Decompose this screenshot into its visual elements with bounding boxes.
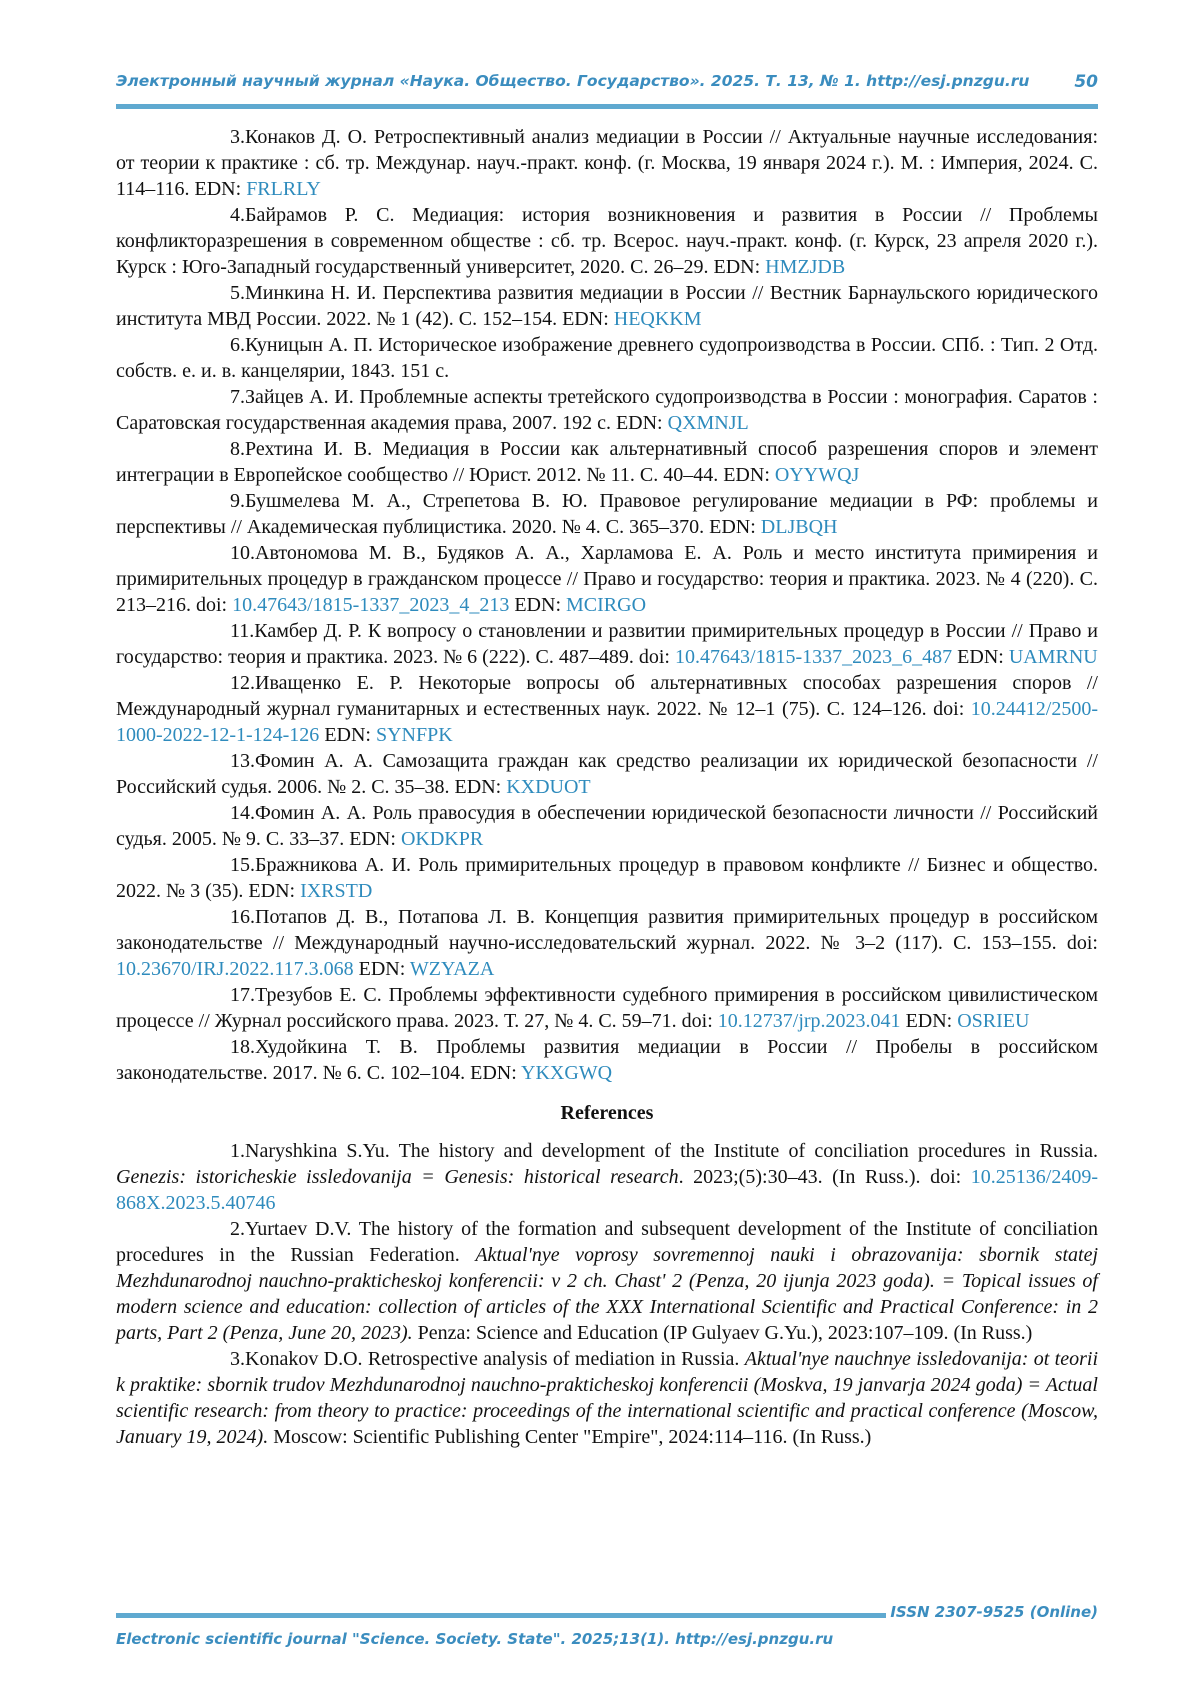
edn-link[interactable]: OSRIEU <box>957 1010 1030 1032</box>
reference-item <box>116 852 1098 904</box>
reference-number: 7. <box>230 386 245 408</box>
edn-label: EDN: <box>952 646 1009 668</box>
reference-item <box>116 1034 1098 1086</box>
reference-number: 12. <box>230 672 255 694</box>
edn-link[interactable]: HMZJDB <box>765 256 846 278</box>
page-number: 50 <box>1074 72 1098 92</box>
reference-number: 11. <box>230 620 255 642</box>
reference-item <box>116 982 1098 1034</box>
references-heading: References <box>560 1102 654 1124</box>
reference-number: 3. <box>230 1348 245 1370</box>
reference-text: Байрамов Р. С. Медиация: история возникновения и развития в России // Проблемы конфликторазрешения в современном обществе : сб. тр. Всерос. науч.-практ. конф. (г. Курск, 23 апреля 2020 г.). Курск : Юго-Западный государственный университет, 2020. С. 26–29. EDN: <box>116 204 1098 278</box>
reference-number: 2. <box>230 1218 245 1240</box>
reference-number: 13. <box>230 750 255 772</box>
reference-number: 8. <box>230 438 245 460</box>
edn-link[interactable]: FRLRLY <box>246 178 321 200</box>
reference-item <box>116 800 1098 852</box>
reference-item <box>116 748 1098 800</box>
edn-label: EDN: <box>353 958 410 980</box>
reference-number: 16. <box>230 906 255 928</box>
reference-text: Фомин А. А. Самозащита граждан как средство реализации их юридической безопасности // Российский судья. 2006. № 2. С. 35–38. EDN: <box>116 750 1098 798</box>
reference-item <box>116 1346 1098 1450</box>
reference-text: Фомин А. А. Роль правосудия в обеспечении юридической безопасности личности // Российский судья. 2005. № 9. С. 33–37. EDN: <box>116 802 1098 850</box>
reference-item <box>116 436 1098 488</box>
reference-text: Потапов Д. В., Потапова Л. В. Концепция развития примирительных процедур в российском законодательстве // Международный научно-исследовательский журнал. 2022. № 3–2 (117). С. 153–155. doi: <box>116 906 1098 954</box>
reference-text: Рехтина И. В. Медиация в России как альтернативный способ разрешения споров и элемент интеграции в Европейское сообщество // Юрист. 2012. № 11. С. 40–44. EDN: <box>116 438 1098 486</box>
reference-authors-title: Yurtaev D.V. The history of the formation and subsequent development of the Institute of conciliation procedures in the Russian Federation. <box>116 1218 1098 1266</box>
reference-number: 18. <box>230 1036 255 1058</box>
doi-link[interactable]: 10.24412/2500-1000-2022-12-1-124-126 <box>116 698 1098 746</box>
reference-item <box>116 280 1098 332</box>
doi-link[interactable]: 10.47643/1815-1337_2023_4_213 <box>232 594 510 616</box>
doi-link[interactable]: 10.47643/1815-1337_2023_6_487 <box>674 646 953 668</box>
reference-text: Конаков Д. О. Ретроспективный анализ медиации в России // Актуальные научные исследования: от теории к практике : сб. тр. Междунар. науч.-практ. конф. (г. Москва, 19 января 2024 г.). М. : Империя, 2024. С. 114–116. EDN: <box>116 126 1098 200</box>
reference-item <box>116 670 1098 748</box>
reference-item <box>116 1138 1098 1216</box>
reference-number: 15. <box>230 854 255 876</box>
reference-number: 3. <box>230 126 245 148</box>
reference-item <box>116 1216 1098 1346</box>
reference-number: 4. <box>230 204 245 226</box>
edn-link[interactable]: KXDUOT <box>506 776 591 798</box>
reference-item <box>116 202 1098 280</box>
doi-link[interactable]: 10.23670/IRJ.2022.117.3.068 <box>116 958 354 980</box>
reference-number: 14. <box>230 802 255 824</box>
reference-source: Genezis: istoricheskie issledovanija = Genesis: historical research <box>116 1166 679 1188</box>
edn-link[interactable]: YKXGWQ <box>521 1062 613 1084</box>
edn-link[interactable]: OKDKPR <box>400 828 484 850</box>
edn-link[interactable]: WZYAZA <box>409 958 495 980</box>
edn-link[interactable]: MCIRGO <box>566 594 647 616</box>
edn-label: EDN: <box>900 1010 958 1032</box>
reference-source: Aktual'nye voprosy sovremennoj nauki i obrazovanija: sbornik statej Mezhdunarodnoj nauchno-prakticheskoj konferencii: v 2 ch. Chast' 2 (Penza, 20 ijunja 2023 goda). = Topical issues of modern science and education: collection of articles of the XXX International Scientific and Practical Conference: in 2 parts, Part 2 (Penza, June 20, 2023). <box>116 1244 1098 1344</box>
reference-text: Куницын А. П. Историческое изображение древнего судопроизводства в России. СПб. : Тип. 2 Отд. собств. е. и. в. канцелярии, 1843. 151 с. <box>116 334 1098 382</box>
reference-text: Худойкина Т. В. Проблемы развития медиации в России // Пробелы в российском законодательстве. 2017. № 6. С. 102–104. EDN: <box>116 1036 1098 1084</box>
edn-link[interactable]: UAMRNU <box>1008 646 1098 668</box>
russian-references <box>116 124 1098 1086</box>
reference-text: Бражникова А. И. Роль примирительных процедур в правовом конфликте // Бизнес и общество. 2022. № 3 (35). EDN: <box>116 854 1098 902</box>
reference-list <box>116 124 1098 1450</box>
issn-label: ISSN 2307-9525 (Online) <box>890 1603 1098 1621</box>
reference-number: 17. <box>230 984 255 1006</box>
reference-number: 9. <box>230 490 245 512</box>
reference-text: Трезубов Е. С. Проблемы эффективности судебного примирения в российском цивилистическом процессе // Журнал российского права. 2023. Т. 27, № 4. С. 59–71. doi: <box>116 984 1098 1032</box>
journal-header-title: Электронный научный журнал «Наука. Общество. Государство». 2025. Т. 13, № 1. http://esj.pnzgu.ru <box>116 72 1030 90</box>
reference-authors-title: Konakov D.O. Retrospective analysis of mediation in Russia. <box>245 1348 745 1370</box>
page-header <box>116 72 1098 98</box>
edn-link[interactable]: HEQKKM <box>613 308 702 330</box>
reference-text: Бушмелева М. А., Стрепетова В. Ю. Правовое регулирование медиации в РФ: проблемы и перспективы // Академическая публицистика. 2020. № 4. С. 365–370. EDN: <box>116 490 1098 538</box>
reference-number: 6. <box>230 334 245 356</box>
reference-number: 1. <box>230 1140 245 1162</box>
reference-text: Зайцев А. И. Проблемные аспекты третейского судопроизводства в России : монография. Саратов : Саратовская государственная академия права, 2007. 192 с. EDN: <box>116 386 1098 434</box>
edn-label: EDN: <box>509 594 567 616</box>
doi-link[interactable]: 10.12737/jrp.2023.041 <box>717 1010 901 1032</box>
reference-details: Penza: Science and Education (IP Gulyaev G.Yu.), 2023:107–109. (In Russ.) <box>412 1322 1033 1344</box>
footer-divider <box>116 1613 886 1618</box>
doi-link[interactable]: 10.25136/2409-868X.2023.5.40746 <box>116 1166 1098 1214</box>
reference-details: . 2023;(5):30–43. (In Russ.). doi: <box>678 1166 971 1188</box>
reference-number: 5. <box>230 282 245 304</box>
edn-link[interactable]: IXRSTD <box>300 880 373 902</box>
edn-link[interactable]: QXMNJL <box>667 412 749 434</box>
reference-item <box>116 904 1098 982</box>
reference-source: Aktual'nye nauchnye issledovanija: ot teorii k praktike: sbornik trudov Mezhdunarodnoj nauchno-prakticheskoj konferencii (Moskva, 19 janvarja 2024 goda) = Actual scientific research: from theory to practice: proceedings of the international scientific and practical conference (Moscow, January 19, 2024). <box>116 1348 1098 1448</box>
reference-item <box>116 618 1098 670</box>
edn-label: EDN: <box>319 724 376 746</box>
reference-text: Иващенко Е. Р. Некоторые вопросы об альтернативных способах разрешения споров // Международный журнал гуманитарных и естественных наук. 2022. № 12–1 (75). С. 124–126. doi: <box>116 672 1098 720</box>
reference-item <box>116 384 1098 436</box>
edn-link[interactable]: OYYWQJ <box>774 464 860 486</box>
reference-text: Минкина Н. И. Перспектива развития медиации в России // Вестник Барнаульского юридического института МВД России. 2022. № 1 (42). С. 152–154. EDN: <box>116 282 1098 330</box>
reference-item <box>116 540 1098 618</box>
reference-item <box>116 332 1098 384</box>
header-divider <box>116 104 1098 109</box>
reference-details: Moscow: Scientific Publishing Center "Empire", 2024:114–116. (In Russ.) <box>268 1426 872 1448</box>
reference-text: Автономова М. В., Будяков А. А., Харламова Е. А. Роль и место института примирения и примирительных процедур в гражданском процессе // Право и государство: теория и практика. 2023. № 4 (220). С. 213–216. doi: <box>116 542 1098 616</box>
reference-item <box>116 488 1098 540</box>
edn-link[interactable]: SYNFPK <box>375 724 453 746</box>
footer-journal-title: Electronic scientific journal "Science. Society. State". 2025;13(1). http://esj.pnzgu.ru <box>116 1630 834 1648</box>
reference-authors-title: Naryshkina S.Yu. The history and development of the Institute of conciliation procedures in Russia. <box>245 1140 1098 1162</box>
reference-text: Камбер Д. Р. К вопросу о становлении и развитии примирительных процедур в России // Право и государство: теория и практика. 2023. № 6 (222). С. 487–489. doi: <box>116 620 1098 668</box>
edn-link[interactable]: DLJBQH <box>760 516 838 538</box>
reference-number: 10. <box>230 542 255 564</box>
reference-item <box>116 124 1098 202</box>
english-references <box>116 1138 1098 1450</box>
